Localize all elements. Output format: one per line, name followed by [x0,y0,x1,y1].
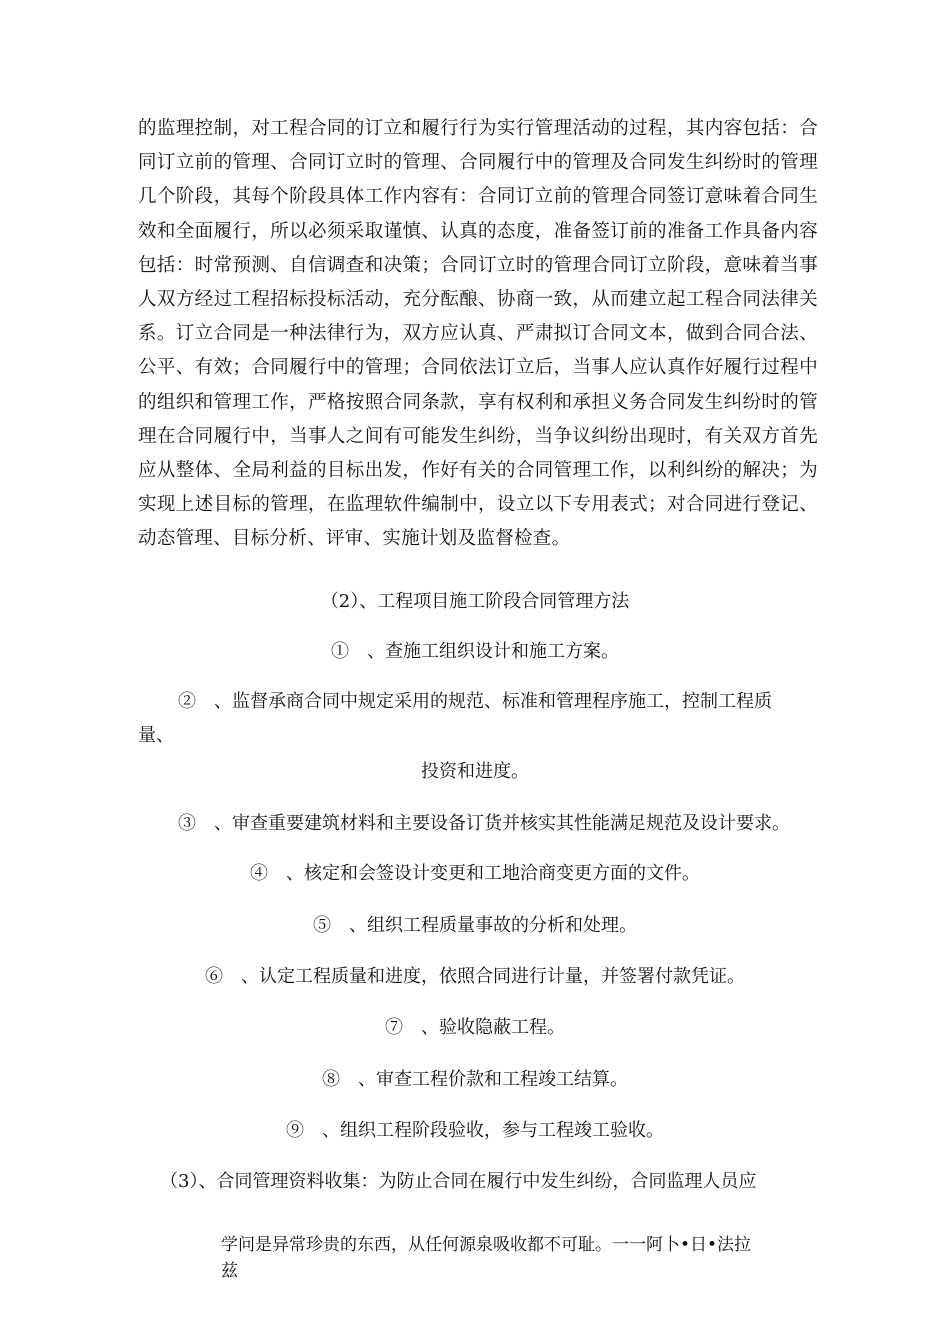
list-item-1: ① 、查施工组织设计和施工方案。 [331,641,619,662]
section-2-heading: （2）、工程项目施工阶段合同管理方法 [320,591,630,612]
list-item-4: ④ 、核定和会签设计变更和工地洽商变更方面的文件。 [250,863,700,884]
section-3-line: （3）、合同管理资料收集：为防止合同在履行中发生纠纷，合同监理人员应 [160,1171,757,1192]
list-item-6: ⑥ 、认定工程质量和进度，依照合同进行计量，并签署付款凭证。 [205,966,745,987]
list-item-2-line-3: 投资和进度。 [421,761,529,782]
list-item-7: ⑦ 、验收隐蔽工程。 [385,1017,565,1038]
footer-quote: 学问是异常珍贵的东西，从任何源泉吸收都不可耻。一一阿卜•日•法拉兹 [221,1235,752,1281]
list-item-5: ⑤ 、组织工程质量事故的分析和处理。 [313,915,637,936]
list-item-9: ⑨ 、组织工程阶段验收，参与工程竣工验收。 [286,1120,664,1141]
list-item-2-line-2: 量、 [138,725,174,746]
list-item-3: ③ 、审查重要建筑材料和主要设备订货并核实其性能满足规范及设计要求。 [178,813,790,834]
list-item-2-line-1: ② 、监督承商合同中规定采用的规范、标准和管理程序施工，控制工程质 [178,691,772,712]
body-paragraph: 的监理控制，对工程合同的订立和履行行为实行管理活动的过程，其内容包括：合同订立前的管理、合同订立时的管理、合同履行中的管理及合同发生纠纷时的管理几个阶段，其每个阶段具体工作内容有：合同订立前的管理合同签订意味着合同生效和全面履行，所以必须采取谨慎、认真的态度，准备签订前的准备工作具备内容包括：时常预测、自信调查和决策；合同订立时的管理合同订立阶段，意味着当事人双方经过工程招标投标活动，充分酝酿、协商一致，从而建立起工程合同法律关系。订立合同是一种法律行为，双方应认真、严肃拟订合同文本，做到合同合法、公平、有效；合同履行中的管理；合同依法订立后，当事人应认真作好履行过程中的组织和管理工作，严格按照合同条款，享有权利和承担义务合同发生纠纷时的管理在合同履行中，当事人之间有可能发生纠纷，当争议纠纷出现时，有关双方首先应从整体、全局利益的目标出发，作好有关的合同管理工作，以利纠纷的解决；为实现上述目标的管理，在监理软件编制中，设立以下专用表式；对合同进行登记、动态管理、目标分析、评审、实施计划及监督检查。 [138,118,818,550]
list-item-8: ⑧ 、审查工程价款和工程竣工结算。 [322,1069,628,1090]
